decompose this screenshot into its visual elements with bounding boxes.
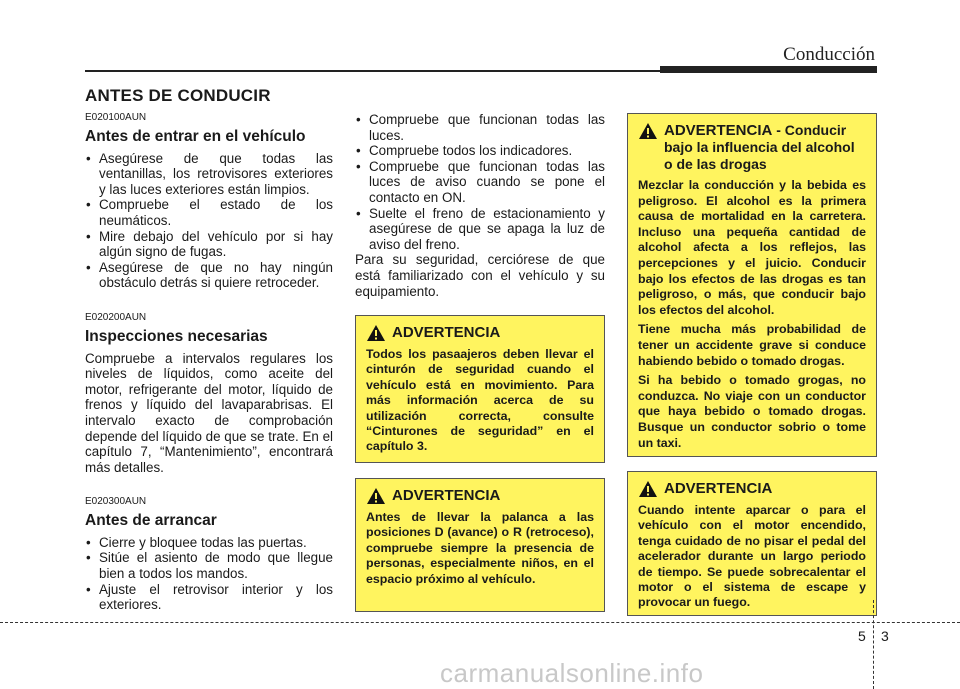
subsection-heading: Antes de arrancar <box>85 512 217 530</box>
warning-triangle-icon <box>638 480 658 498</box>
list-item: • Compruebe todos los indicadores. <box>355 143 605 159</box>
warning-triangle-icon <box>638 122 658 140</box>
checklist <box>85 535 333 613</box>
subsection-heading: Inspecciones necesarias <box>85 327 268 345</box>
warning-text: Todos los pasaajeros deben llevar el cinturón de seguridad cuando el vehículo está en movimiento. Para más información acerca de su utilización correcta, consulte “Cinturones de seguridad” en el capítulo 3. <box>366 347 594 454</box>
warning-box-seatbelt <box>355 315 605 463</box>
warning-title: ADVERTENCIA <box>664 122 773 139</box>
warning-text: Antes de llevar la palanca a las posiciones D (avance) o R (retroceso), compruebe siempre la presencia de personas, especialmente niños, en el espacio próximo al vehículo. <box>366 510 594 586</box>
list-item: • Compruebe que funcionan todas las luces de aviso cuando se pone el contacto en ON. <box>355 159 605 206</box>
subsection-heading: Antes de entrar en el vehículo <box>85 128 306 145</box>
checklist <box>355 112 605 252</box>
watermark: carmanualsonline.info <box>440 658 704 688</box>
footer-rule <box>0 622 960 623</box>
body-paragraph: Compruebe a intervalos regulares los niveles de líquidos, como aceite del motor, refrigerante del motor, líquido de frenos y líquido del lavaparabrisas. El intervalo exacto de comprobación depende del líquido de que se trate. En el capítulo 7, “Mantenimiento”, encontrará más detalles. <box>85 350 333 475</box>
chapter-title: Conducción <box>783 44 875 65</box>
header-rule <box>85 70 660 72</box>
list-item: • Compruebe el estado de los neumáticos. <box>85 197 333 228</box>
warning-triangle-icon <box>366 324 386 342</box>
warning-title: ADVERTENCIA <box>392 324 501 341</box>
warning-box-gear-lever <box>355 478 605 612</box>
middle-column <box>355 112 605 299</box>
warning-text: Mezclar la conducción y la bebida es peligroso. El alcohol es la primera causa de mortalidad en la carretera. Incluso una pequeña cantidad de alcohol afecta a los reflejos, las percepciones y el juicio. Conducir bajo los efectos de las drogas es tan peligroso, o más, que conducir bajo los efectos del alcohol. <box>638 178 866 317</box>
section-code: E020300AUN <box>85 496 147 508</box>
list-item: • Cierre y bloquee todas las puertas. <box>85 535 333 551</box>
page-section-number: 5 <box>858 628 866 644</box>
list-item: • Suelte el freno de estacionamiento y asegúrese de que se apaga la luz de aviso del freno. <box>355 206 605 253</box>
header-bar <box>660 66 877 73</box>
left-column <box>85 112 333 613</box>
checklist <box>85 151 333 291</box>
footer-divider <box>873 600 874 689</box>
section-title: ANTES DE CONDUCIR <box>85 86 271 105</box>
warning-text: Si ha bebido o tomado grogas, no conduzca. No viaje con un conductor que haya bebido o tomado drogas. Busque un conductor sobrio o tome un taxi. <box>638 373 866 450</box>
warning-triangle-icon <box>366 487 386 505</box>
list-item: • Sitúe el asiento de modo que llegue bien a todos los mandos. <box>85 550 333 581</box>
warning-title: ADVERTENCIA <box>664 480 773 497</box>
warning-box-alcohol-drugs <box>627 113 877 457</box>
body-paragraph: Para su seguridad, cerciórese de que está familiarizado con el vehículo y su equipamiento. <box>355 252 605 299</box>
warning-title: ADVERTENCIA <box>392 487 501 504</box>
list-item: • Ajuste el retrovisor interior y los exteriores. <box>85 582 333 613</box>
warning-text: Tiene mucha más probabilidad de tener un accidente grave si conduce habiendo bebido o tomado drogas. <box>638 322 866 368</box>
list-item: • Asegúrese de que todas las ventanillas, los retrovisores exteriores y las luces exteriores están limpios. <box>85 151 333 198</box>
warning-box-engine-overheat <box>627 471 877 616</box>
warning-subtitle: - Conducir bajo la influencia del alcohol o de las drogas <box>664 122 855 172</box>
page-number: 3 <box>881 628 889 644</box>
section-code: E020200AUN <box>85 311 147 323</box>
warning-text: Cuando intente aparcar o para el vehículo con el motor encendido, tenga cuidado de no pisar el pedal del acelerador durante un largo periodo de tiempo. Se puede sobrecalentar el motor o el sistema de escape y provocar un fuego. <box>638 503 866 610</box>
list-item: • Asegúrese de que no hay ningún obstáculo detrás si quiere retroceder. <box>85 260 333 291</box>
list-item: • Compruebe que funcionan todas las luces. <box>355 112 605 143</box>
list-item: • Mire debajo del vehículo por si hay algún signo de fugas. <box>85 229 333 260</box>
section-code: E020100AUN <box>85 112 147 123</box>
